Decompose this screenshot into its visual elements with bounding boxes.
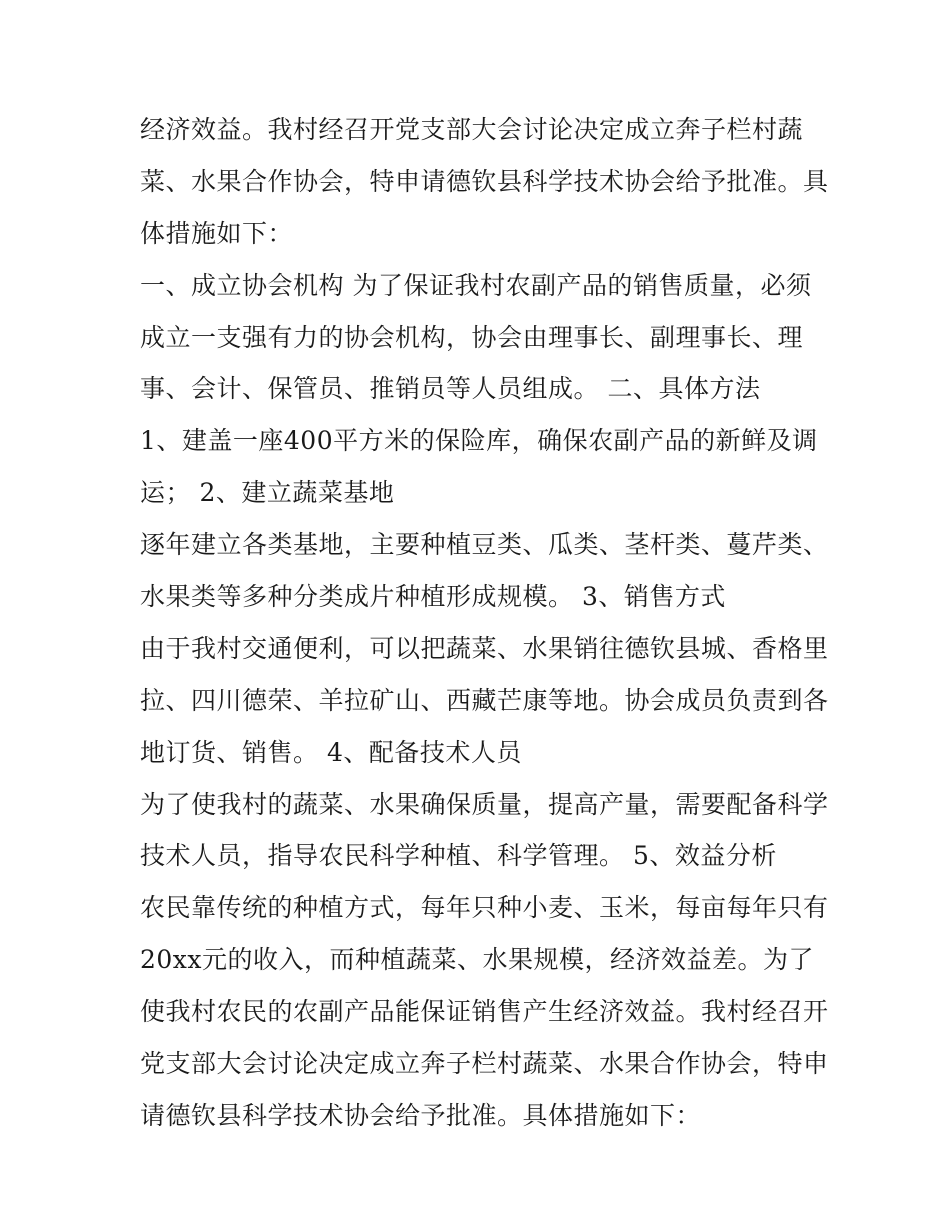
text-line: 拉、四川德荣、羊拉矿山、西藏芒康等地。协会成员负责到各 <box>140 685 829 715</box>
text-line: 经济效益。我村经召开党支部大会讨论决定成立奔子栏村蔬 <box>140 115 804 144</box>
text-line: 1、建盖一座400平方米的保险库，确保农副产品的新鲜及调 <box>140 426 818 456</box>
text-line: 使我村农民的农副产品能保证销售产生经济效益。我村经召开 <box>140 997 829 1027</box>
text-line: 技术人员，指导农民科学种植、科学管理。 5、效益分析 <box>140 841 777 871</box>
text-line: 为了使我村的蔬菜、水果确保质量，提高产量，需要配备科学 <box>140 789 829 819</box>
text-line: 水果类等多种分类成片种植形成规模。 3、销售方式 <box>140 582 726 612</box>
text-line: 体措施如下： <box>140 218 294 248</box>
document-body <box>140 104 829 1142</box>
text-line: 20xx元的收入，而种植蔬菜、水果规模，经济效益差。为了 <box>140 945 815 975</box>
text-line: 党支部大会讨论决定成立奔子栏村蔬菜、水果合作协会，特申 <box>140 1049 829 1079</box>
text-line: 农民靠传统的种植方式，每年只种小麦、玉米，每亩每年只有 <box>140 893 829 923</box>
text-line: 事、会计、保管员、推销员等人员组成。 二、具体方法 <box>140 374 761 404</box>
text-line: 成立一支强有力的协会机构，协会由理事长、副理事长、理 <box>140 322 804 352</box>
text-line: 地订货、销售。 4、配备技术人员 <box>140 737 522 767</box>
text-line: 一、成立协会机构 为了保证我村农副产品的销售质量，必须 <box>140 270 812 300</box>
text-line: 逐年建立各类基地，主要种植豆类、瓜类、茎杆类、蔓芹类、 <box>140 530 829 560</box>
text-line: 请德钦县科学技术协会给予批准。具体措施如下： <box>140 1100 702 1130</box>
text-line: 由于我村交通便利，可以把蔬菜、水果销往德钦县城、香格里 <box>140 633 829 663</box>
text-line: 运； 2、建立蔬菜基地 <box>140 478 395 508</box>
text-line: 菜、水果合作协会，特申请德钦县科学技术协会给予批准。具 <box>140 166 829 196</box>
